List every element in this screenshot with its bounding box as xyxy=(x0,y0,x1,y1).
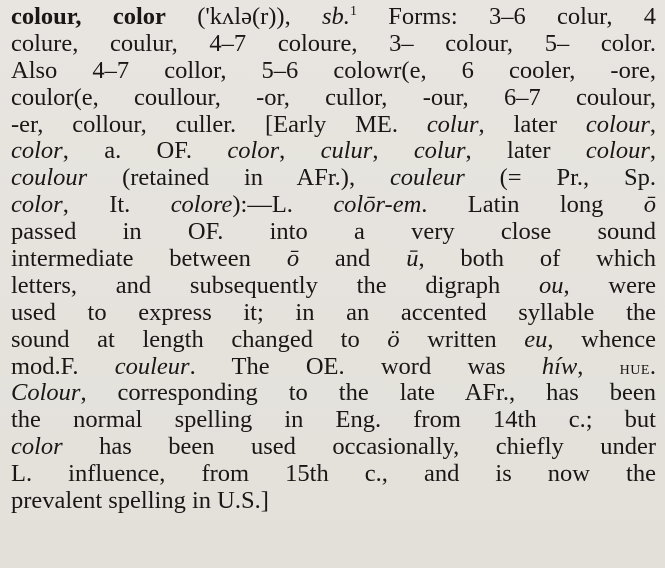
italic-text: color xyxy=(227,137,280,165)
entry-text: passed in OF. into a very close sound xyxy=(11,218,656,246)
entry-text: (retained in AFr.), xyxy=(87,164,390,192)
entry-line xyxy=(11,380,656,407)
part-of-speech: sb. xyxy=(322,3,350,30)
entry-text: , xyxy=(372,137,414,165)
entry-text: , later xyxy=(465,137,586,165)
entry-line-text xyxy=(357,3,656,30)
entry-text: prevalent spelling in U.S.] xyxy=(11,487,269,515)
entry-text: , a. OF. xyxy=(62,137,228,165)
entry-text: has been used occasionally, chiefly under xyxy=(62,433,656,461)
cross-reference[interactable]: hue xyxy=(619,356,650,379)
entry-line xyxy=(11,31,656,58)
entry-text: mod.F. xyxy=(11,352,115,380)
entry-text: , whence xyxy=(547,325,656,353)
entry-text: , corresponding to the late AFr., has been xyxy=(80,379,656,407)
entry-text: L. influence, from 15th c., and is now the xyxy=(11,460,656,488)
italic-text: colōr-em xyxy=(333,191,422,219)
entry-text: intermediate between xyxy=(11,245,287,273)
entry-line xyxy=(11,407,656,434)
entry-line xyxy=(11,58,656,85)
entry-text: . Latin long xyxy=(421,191,644,219)
entry-text: Also 4–7 collor, 5–6 colowr(e, 6 cooler, -ore, xyxy=(11,56,656,84)
entry-text: , It. xyxy=(62,191,171,219)
italic-text: color xyxy=(11,137,63,165)
entry-line xyxy=(11,273,656,300)
entry-text: (= Pr., Sp. xyxy=(464,164,656,192)
italic-text: colur xyxy=(426,110,479,138)
italic-text: colur xyxy=(413,137,466,165)
entry-body xyxy=(11,31,656,515)
italic-text: color xyxy=(11,433,63,461)
italic-text: ō xyxy=(286,245,300,273)
entry-text: letters, and subsequently the digraph xyxy=(11,271,539,299)
entry-text: ):—L. xyxy=(232,191,334,219)
italic-text: colour xyxy=(585,137,650,165)
entry-line xyxy=(11,246,656,273)
italic-text: color xyxy=(11,191,63,219)
entry-line xyxy=(11,461,656,488)
italic-text: ö xyxy=(387,325,400,353)
italic-text: ou xyxy=(538,271,564,299)
entry-text: the normal spelling in Eng. from 14th c.; but xyxy=(11,406,656,434)
italic-text: ū xyxy=(406,245,419,273)
headword: colour, color xyxy=(11,3,166,30)
italic-text: colour xyxy=(585,110,650,138)
entry-line xyxy=(11,192,656,219)
entry-text: , xyxy=(577,352,620,380)
entry-line xyxy=(11,138,656,165)
entry-text: colure, coulur, 4–7 coloure, 3– colour, 5– color. xyxy=(11,29,656,57)
entry-text: , both of which xyxy=(418,245,657,273)
entry-line xyxy=(11,488,656,515)
entry-text: coulor(e, coullour, -or, cullor, -our, 6–7 coulour, xyxy=(11,83,656,111)
entry-text: . The OE. word was xyxy=(189,352,542,380)
italic-text: coulour xyxy=(11,164,88,192)
entry-line xyxy=(11,327,656,354)
entry-text: , xyxy=(649,110,656,138)
entry-line xyxy=(11,165,656,192)
entry-text: written xyxy=(399,325,525,353)
entry-text: and xyxy=(299,245,407,273)
entry-line xyxy=(11,219,656,246)
entry-text: Forms: 3–6 colur, 4 xyxy=(356,3,657,30)
entry-text: , later xyxy=(478,110,586,138)
italic-text: ō xyxy=(643,191,657,219)
entry-first-line: colour, color ('kʌlə(r)), sb.$^1$ Forms: 3–6 colur, 4 xyxy=(11,3,657,30)
entry-line xyxy=(11,300,656,327)
entry-text: used to express it; in an accented syllable the xyxy=(11,298,656,326)
entry-line xyxy=(11,85,656,112)
italic-text: Colour xyxy=(11,379,81,407)
homograph-number: 1 xyxy=(349,3,357,19)
italic-text: eu xyxy=(524,325,548,353)
italic-text: couleur xyxy=(389,164,465,192)
entry-line xyxy=(11,112,656,139)
entry-text: sound at length changed to xyxy=(11,325,388,353)
italic-text: híw xyxy=(541,352,578,380)
italic-text: couleur xyxy=(114,352,190,380)
entry-text: , xyxy=(279,137,321,165)
entry-text: . xyxy=(649,352,656,380)
italic-text: culur xyxy=(320,137,373,165)
entry-line xyxy=(11,434,656,461)
entry-text: , xyxy=(649,137,656,165)
entry-text: , were xyxy=(563,271,656,299)
pronunciation: ('kʌlə(r)) xyxy=(197,3,285,30)
dictionary-entry xyxy=(11,4,656,515)
entry-text: -er, collour, culler. [Early ME. xyxy=(11,110,427,138)
entry-line xyxy=(11,354,656,381)
italic-text: colore xyxy=(170,191,233,219)
